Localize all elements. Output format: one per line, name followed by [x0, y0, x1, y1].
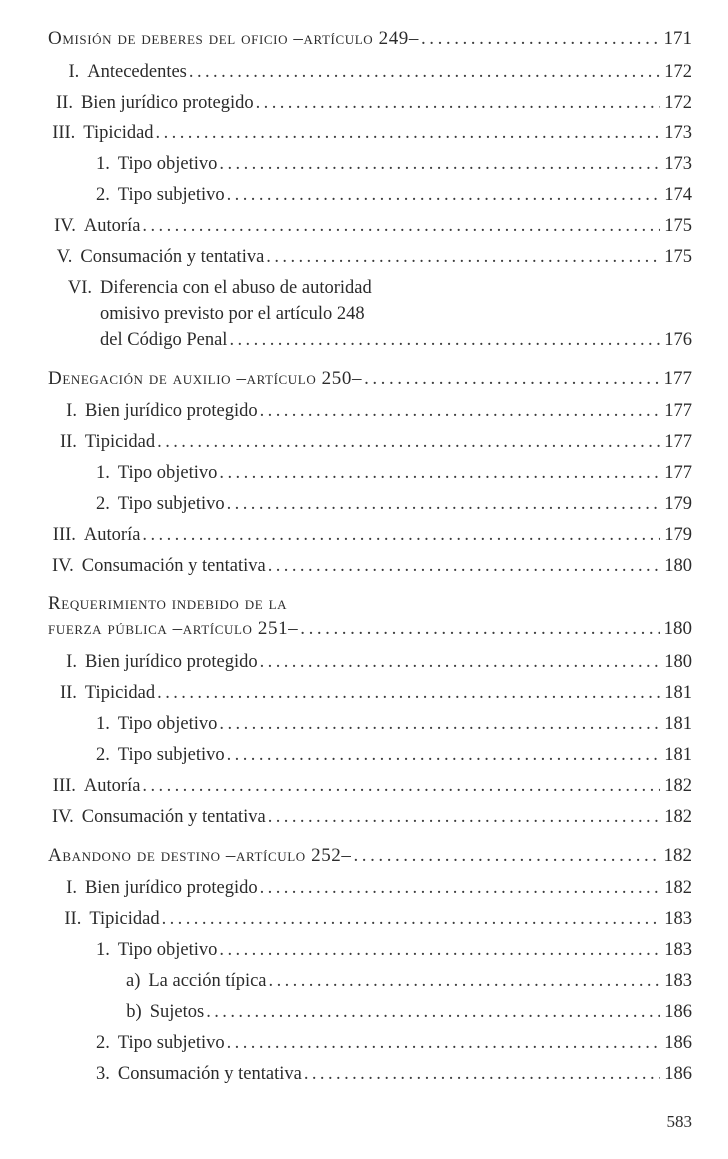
toc-entry-label: Bien jurídico protegido: [80, 93, 254, 113]
toc-entry[interactable]: [0, 431, 728, 453]
toc-entry[interactable]: [0, 184, 728, 206]
toc-entry-number: b): [126, 1002, 142, 1022]
leader-dots: [300, 618, 660, 640]
toc-heading-249[interactable]: [0, 28, 728, 50]
toc-heading-251[interactable]: [0, 618, 728, 640]
toc-entry-number: 1.: [96, 940, 110, 960]
leader-dots: [268, 555, 660, 577]
leader-dots: [219, 939, 660, 961]
toc-entry-label: Autoría: [83, 525, 141, 545]
toc-entry-label-line: Diferencia con el abuso de autoridad: [100, 278, 372, 298]
toc-entry[interactable]: [0, 1001, 728, 1023]
toc-page-number: 177: [664, 401, 692, 421]
toc-entry[interactable]: [0, 939, 728, 961]
toc-entry-label: Tipo objetivo: [117, 714, 218, 734]
leader-dots: [354, 845, 661, 867]
toc-page-number: 186: [664, 1002, 692, 1022]
toc-entry-label: Tipicidad: [89, 909, 160, 929]
toc-page-number: 183: [664, 940, 692, 960]
toc-entry-number: III.: [52, 776, 76, 796]
toc-page-number: 180: [664, 556, 692, 576]
leader-dots: [421, 28, 660, 50]
toc-entry-number: VI.: [67, 278, 92, 298]
toc-page-number: 179: [664, 525, 692, 545]
toc-heading-252[interactable]: [0, 845, 728, 867]
toc-entry[interactable]: [0, 908, 728, 930]
leader-dots: [142, 775, 660, 797]
leader-dots: [156, 122, 660, 144]
toc-page-number: 186: [664, 1064, 692, 1084]
toc-entry-number: III.: [52, 123, 76, 143]
toc-entry-number: a): [126, 971, 141, 991]
toc-entry-label: Tipo subjetivo: [117, 494, 225, 514]
toc-page-number: 182: [664, 776, 692, 796]
toc-page-number: 171: [663, 28, 692, 49]
leader-dots: [142, 215, 660, 237]
toc-page-number: 172: [664, 62, 692, 82]
toc-entry[interactable]: [0, 122, 728, 144]
toc-entry[interactable]: [0, 61, 728, 83]
toc-page-number: 181: [664, 745, 692, 765]
toc-heading-label: Omisión de deberes del oficio –artículo 249–: [48, 28, 419, 49]
toc-entry-label: Tipicidad: [83, 123, 154, 143]
toc-entry-label: Tipicidad: [84, 432, 156, 452]
toc-entry[interactable]: [0, 400, 728, 422]
toc-entry[interactable]: [0, 651, 728, 673]
leader-dots: [260, 651, 660, 673]
toc-entry[interactable]: [0, 153, 728, 175]
toc-page-number: 176: [664, 330, 692, 350]
toc-page-number: 177: [664, 432, 692, 452]
toc-page-number: 182: [664, 878, 692, 898]
toc-entry-label: Tipo subjetivo: [117, 185, 225, 205]
leader-dots: [219, 153, 660, 175]
toc-entry-label: Antecedentes: [87, 62, 187, 82]
toc-page-number: 182: [664, 807, 692, 827]
toc-entry-label-line: omisivo previsto por el artículo 248: [100, 304, 365, 324]
toc-entry-number: 1.: [96, 714, 110, 734]
toc-page-number: 173: [664, 123, 692, 143]
leader-dots: [219, 713, 660, 735]
toc-entry-label: Consumación y tentativa: [117, 1064, 302, 1084]
toc-entry[interactable]: [0, 246, 728, 268]
toc-entry-label: Tipo objetivo: [117, 463, 218, 483]
toc-entry-label: Consumación y tentativa: [80, 247, 265, 267]
toc-entry-number: 2.: [96, 494, 110, 514]
leader-dots: [269, 970, 660, 992]
leader-dots: [162, 908, 660, 930]
toc-page-number: 180: [664, 652, 692, 672]
leader-dots: [266, 246, 660, 268]
toc-entry-label: Bien jurídico protegido: [84, 652, 258, 672]
toc-entry-number: 1.: [96, 154, 110, 174]
toc-entry-number: 2.: [96, 1033, 110, 1053]
toc-page-number: 182: [663, 845, 692, 866]
leader-dots: [260, 400, 660, 422]
toc-entry-label: Bien jurídico protegido: [84, 401, 258, 421]
toc-entry-number: 2.: [96, 745, 110, 765]
toc-entry-number: I.: [66, 652, 77, 672]
toc-page-number: 175: [664, 216, 692, 236]
toc-page-number: 183: [664, 971, 692, 991]
toc-entry[interactable]: [0, 775, 728, 797]
leader-dots: [227, 184, 660, 206]
toc-page-number: 186: [664, 1033, 692, 1053]
leader-dots: [189, 61, 660, 83]
toc-heading-label: Denegación de auxilio –artículo 250–: [48, 368, 363, 389]
toc-page-number: 181: [664, 683, 692, 703]
toc-entry-number: V.: [56, 247, 73, 267]
leader-dots: [206, 1001, 660, 1023]
toc-page-number: 173: [664, 154, 692, 174]
toc-page-number: 179: [664, 494, 692, 514]
leader-dots: [227, 744, 660, 766]
toc-entry-number: III.: [52, 525, 76, 545]
leader-dots: [304, 1063, 660, 1085]
toc-entry-label: Consumación y tentativa: [81, 807, 266, 827]
toc-entry-label: Tipo objetivo: [117, 940, 218, 960]
toc-entry-number: 1.: [96, 463, 110, 483]
leader-dots: [256, 92, 660, 114]
leader-dots: [157, 431, 660, 453]
toc-entry-number: I.: [66, 878, 77, 898]
toc-entry[interactable]: [0, 682, 728, 704]
leader-dots: [157, 682, 660, 704]
toc-entry-label: Bien jurídico protegido: [84, 878, 258, 898]
toc-entry[interactable]: [0, 329, 728, 351]
toc-entry[interactable]: [0, 970, 728, 992]
toc-entry-number: IV.: [52, 807, 74, 827]
toc-entry-number: I.: [68, 62, 80, 82]
leader-dots: [268, 806, 660, 828]
leader-dots: [229, 329, 660, 351]
toc-heading-label: fuerza pública –artículo 251–: [48, 618, 299, 639]
toc-entry[interactable]: [0, 462, 728, 484]
toc-page-number: 177: [664, 463, 692, 483]
toc-entry[interactable]: [0, 713, 728, 735]
toc-entry-number: II.: [59, 683, 77, 703]
leader-dots: [260, 877, 660, 899]
toc-entry[interactable]: [0, 215, 728, 237]
toc-entry-label: Tipo subjetivo: [117, 745, 225, 765]
toc-heading-250[interactable]: [0, 368, 728, 390]
leader-dots: [227, 493, 660, 515]
toc-entry[interactable]: [0, 1032, 728, 1054]
leader-dots: [219, 462, 660, 484]
leader-dots: [364, 368, 660, 390]
toc-entry-label: Tipo subjetivo: [117, 1033, 225, 1053]
toc-entry-number: IV.: [52, 556, 74, 576]
toc-entry[interactable]: [0, 524, 728, 546]
toc-entry[interactable]: [0, 92, 728, 114]
toc-page-number: 174: [664, 185, 692, 205]
toc-entry[interactable]: [0, 806, 728, 828]
toc-entry[interactable]: [0, 744, 728, 766]
toc-entry[interactable]: [0, 555, 728, 577]
toc-entry-label: Tipo objetivo: [117, 154, 218, 174]
toc-heading-line: Requerimiento indebido de la: [48, 593, 288, 614]
page-number: 583: [666, 1112, 692, 1131]
toc-entry[interactable]: [0, 877, 728, 899]
toc-entry-number: II.: [56, 93, 73, 113]
toc-heading-label: Abandono de destino –artículo 252–: [48, 845, 352, 866]
toc-entry-label: Consumación y tentativa: [81, 556, 266, 576]
toc-entry-number: I.: [66, 401, 77, 421]
toc-entry-number: IV.: [54, 216, 76, 236]
leader-dots: [142, 524, 660, 546]
toc-page-number: 175: [664, 247, 692, 267]
toc-entry-label: Autoría: [83, 776, 141, 796]
toc-entry-number: 2.: [96, 185, 110, 205]
toc-entry-label: La acción típica: [148, 971, 267, 991]
toc-page-number: 172: [664, 93, 692, 113]
toc-page-number: 181: [664, 714, 692, 734]
toc-entry-number: II.: [59, 432, 77, 452]
toc-entry[interactable]: [0, 493, 728, 515]
toc-entry[interactable]: [0, 1063, 728, 1085]
toc-entry-label: del Código Penal: [100, 330, 228, 350]
leader-dots: [227, 1032, 660, 1054]
toc-entry-number: II.: [64, 909, 82, 929]
toc-page-number: 177: [663, 368, 692, 389]
toc-entry-number: 3.: [96, 1064, 110, 1084]
toc-page-number: 180: [663, 618, 692, 639]
toc-entry-label: Sujetos: [149, 1002, 205, 1022]
toc-entry-label: Autoría: [83, 216, 141, 236]
toc-page-number: 183: [664, 909, 692, 929]
toc-entry-label: Tipicidad: [84, 683, 156, 703]
